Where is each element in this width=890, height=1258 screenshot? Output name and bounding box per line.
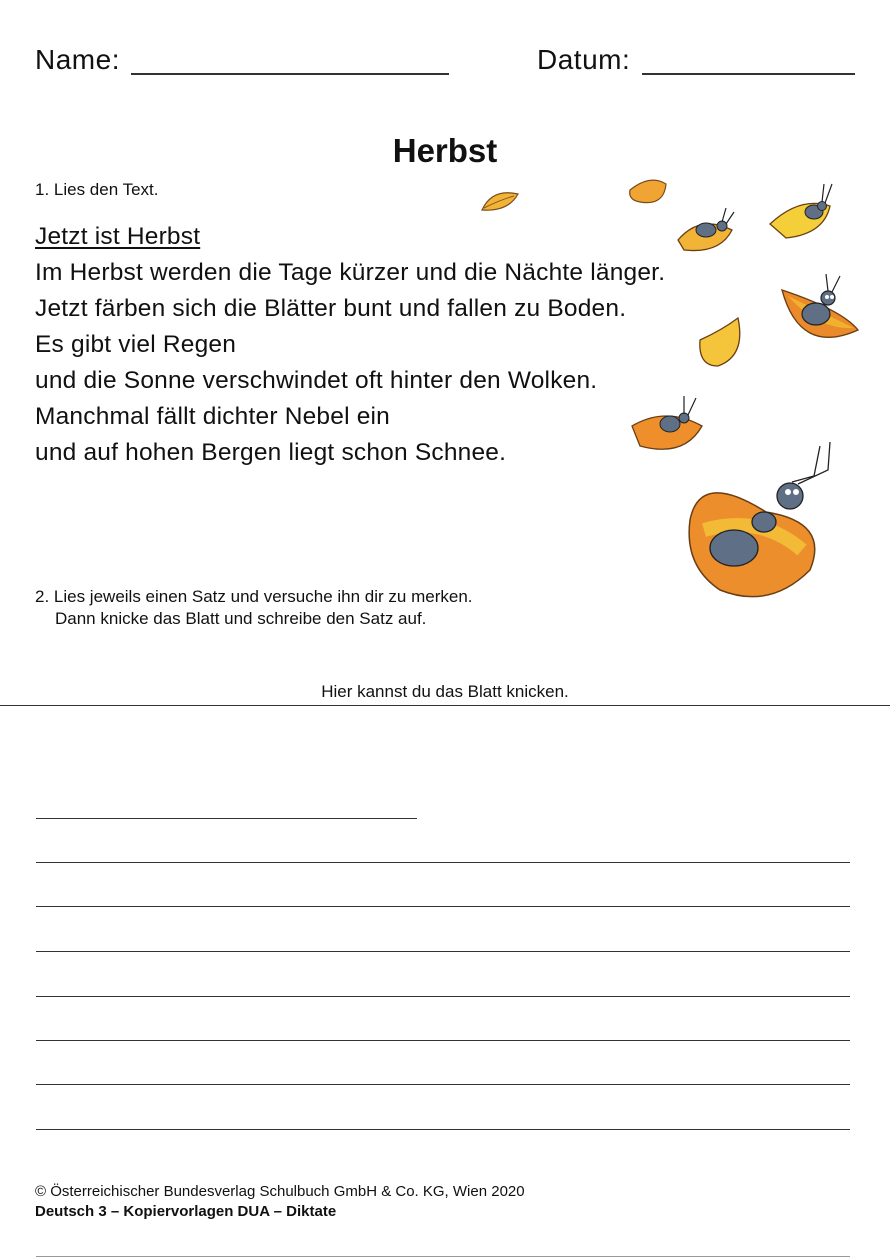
ant-on-leaf-icon [782,274,858,337]
story-line: Im Herbst werden die Tage kürzer und die Nächte länger. [35,259,666,286]
autumn-leaves-illustration [470,170,870,610]
bottom-rule [36,1256,850,1257]
leaf-icon [700,318,740,366]
story-line: und auf hohen Bergen liegt schon Schnee. [35,439,507,466]
story-line: Jetzt färben sich die Blätter bunt und fallen zu Boden. [35,295,627,322]
footer-copyright: © Österreichischer Bundesverlag Schulbuch GmbH & Co. KG, Wien 2020 [35,1183,525,1200]
writing-line[interactable] [36,1084,850,1085]
name-input-line[interactable] [131,73,449,75]
writing-line[interactable] [36,996,850,997]
date-input-line[interactable] [642,73,855,75]
task-2-line: Dann knicke das Blatt und schreibe den Satz auf. [55,609,427,628]
leaf-icon [630,180,666,202]
footer [35,1182,525,1222]
writing-line[interactable] [36,951,850,952]
ant-on-leaf-icon [689,442,830,597]
fold-hint: Hier kannst du das Blatt knicken. [321,682,569,701]
writing-line[interactable] [36,906,850,907]
writing-line[interactable] [36,862,850,863]
writing-line[interactable] [36,1040,850,1041]
story-title: Jetzt ist Herbst [35,223,201,250]
story-line: und die Sonne verschwindet oft hinter den Wolken. [35,367,598,394]
date-label: Datum: [537,44,631,75]
writing-line[interactable] [36,1129,850,1130]
fold-line [0,705,890,706]
ant-on-leaf-icon [678,208,734,251]
story-line: Es gibt viel Regen [35,331,237,358]
writing-line[interactable] [36,818,417,819]
task-2-line: 2. Lies jeweils einen Satz und versuche ihn dir zu merken. [35,587,473,606]
name-label: Name: [35,44,120,75]
story-line: Manchmal fällt dichter Nebel ein [35,403,391,430]
task-1-instruction: 1. Lies den Text. [35,180,159,199]
leaf-icon [482,193,518,210]
ant-on-leaf-icon [632,396,702,449]
ant-on-leaf-icon [770,184,832,238]
task-2-instruction [35,586,473,630]
footer-series: Deutsch 3 – Kopiervorlagen DUA – Diktate [35,1203,337,1220]
page-title: Herbst [392,132,498,169]
